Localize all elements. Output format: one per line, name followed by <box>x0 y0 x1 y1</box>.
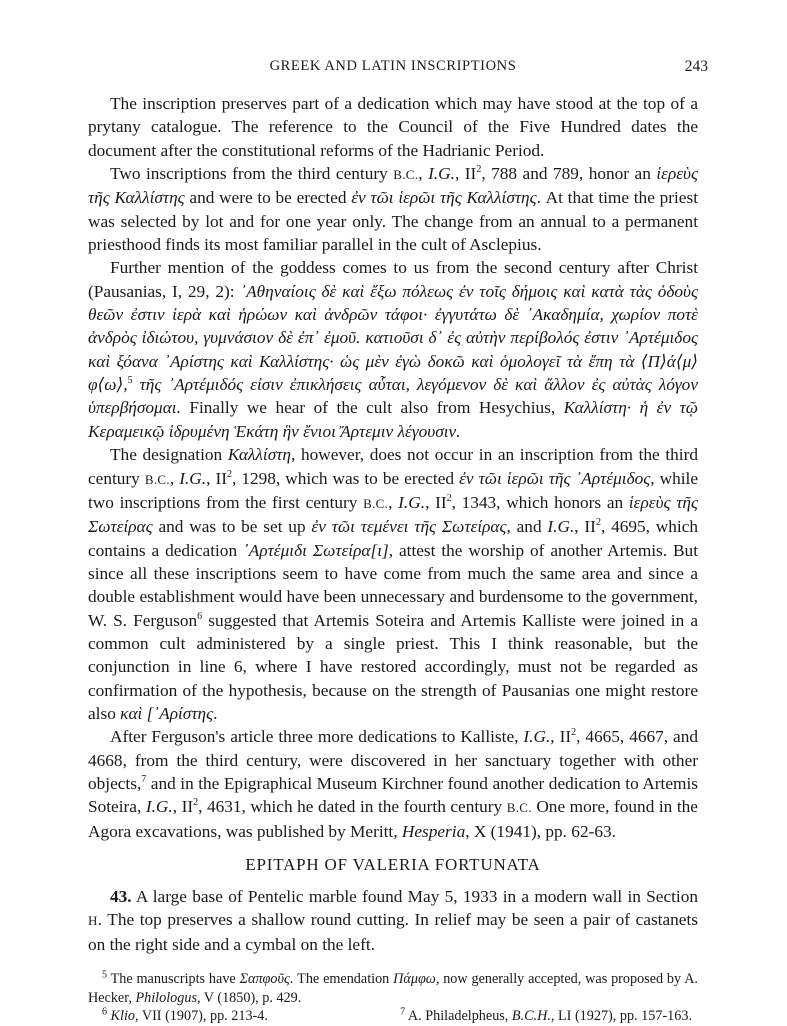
p4-text-m: , 4695, which contains a dedication <box>88 517 699 560</box>
p2-text-f: . At that time the priest was selected by lot and for one year only. The change from an annual to a permanent priesthood finds its most familiar parallel in the cult of Asclepius. <box>88 188 698 255</box>
paragraph-5 <box>88 725 698 843</box>
p3-text-a: Further mention of the goddess comes to us from the second century after Christ (Pausanias, I, 29, 2): <box>88 258 698 301</box>
p5-ig-1: I.G. <box>523 727 551 747</box>
footnote-row <box>88 1007 698 1026</box>
p4-greek-1: Καλλίστη <box>227 445 291 465</box>
p2-greek-1: ἱερεὺς τῆς Καλλίστης <box>88 164 698 208</box>
fn5-greek-2: Πάμφω <box>393 971 436 988</box>
fn7-journal: B.C.H. <box>511 1008 551 1025</box>
p5-text-g: One more, found in the Agora excavations, was published by Meritt, <box>88 797 698 841</box>
p6-section-letter: H <box>88 913 98 929</box>
p4-greek-5: ᾿Αρτέμιδι Σωτείρα[ι] <box>243 540 389 560</box>
p4-text-d: , II <box>206 468 227 488</box>
p2-greek-2: ἐν τῶι ἱερῶι τῆς Καλλίστης <box>351 188 537 208</box>
body-text <box>88 92 698 956</box>
p5-sup-1: 2 <box>571 727 577 739</box>
p4-sup-3: 2 <box>595 517 601 529</box>
p4-bc-1: B.C. <box>144 471 170 487</box>
fn7-text-b: , LI (1927), pp. 157-163. <box>550 1008 692 1025</box>
p4-text-g: , <box>388 492 399 512</box>
p4-bc-2: B.C. <box>363 495 389 511</box>
p4-text-p: . <box>213 703 218 723</box>
p2-text-c: , II <box>454 164 477 184</box>
page-header <box>88 52 708 78</box>
fn5-text-c: , now generally accepted, was proposed by A. Hecker, <box>88 971 698 1006</box>
p2-text-d: , 788 and 789, honor an <box>481 164 657 184</box>
paragraph-1: The inscription preserves part of a dedication which may have stood at the top of a prytany catalogue. The reference to the Council of the Five Hundred dates the document after the constitutional reforms of the Hadrianic Period. <box>88 94 698 160</box>
p4-text-i: , 1343, which honors an <box>451 492 629 512</box>
p5-hesperia: Hesperia <box>401 821 466 841</box>
p4-text-k: , and <box>506 517 548 537</box>
p6-text-b: . The top preserves a shallow round cutting. In relief may be seen a pair of castanets on the right side and a cymbal on the left. <box>88 910 698 954</box>
p5-text-d: and in the Epigraphical Museum Kirchner found another dedication to Artemis Soteira, <box>88 773 698 817</box>
p6-text-a: A large base of Pentelic marble found May 5, 1933 in a modern wall in Section <box>131 887 698 906</box>
p4-sup-1: 2 <box>226 468 232 480</box>
p5-footnote-ref: 7 <box>141 774 147 786</box>
p4-text-a: The designation <box>110 445 228 465</box>
footnotes <box>88 970 698 1026</box>
p5-ig-2: I.G. <box>145 797 173 817</box>
p3-greek-3: Καλλίστη· ἡ ἐν τῷ Κεραμεικῷ ἱδρυμένη Ἑκάτη ἣν ἔνιοι Ἄρτεμιν λέγουσιν. <box>88 398 698 441</box>
p4-greek-3: ἱερεὺς τῆς Σωτείρας <box>88 492 698 537</box>
fn5-text-b: . The emendation <box>289 971 394 988</box>
p4-text-f: , while two inscriptions from the first century <box>88 468 699 512</box>
p2-text-a: Two inscriptions from the third century <box>110 164 394 184</box>
p3-greek-1: ᾿Αθηναίοις δὲ καὶ ἔξω πόλεως ἐν τοῖς δήμοις καὶ κατὰ τὰς ὁδοὺς θεῶν ἐστιν ἱερὰ καὶ ἡρώων καὶ ἀνδρῶν τάφοι· ἐγγυτάτω δὲ ᾿Ακαδημία, χωρίον ποτὲ ἀνδρὸς ἰδιώτου, γυμνάσιον δὲ ἐπ᾿ ἐμοῦ. κατιοῦσι δ᾿ ἐς αὐτὴν περίβολός ἐστιν ᾿Αρτέμιδος καὶ ξόανα ᾿Αρίστης καὶ Καλλίστης· ὡς μὲν ἐγὼ δοκῶ καὶ ὁμολογεῖ τὰ ἔπη τὰ ⟨Π⟩ά⟨μ⟩φ⟨ω⟩, <box>88 281 698 395</box>
p4-text-c: , <box>169 468 180 488</box>
p4-ig-1: I.G. <box>179 468 207 488</box>
footnote-6 <box>102 1007 268 1026</box>
p3-text-b: Finally we hear of the cult also from Hesychius, <box>180 398 564 418</box>
p5-text-b: , II <box>550 727 572 747</box>
p2-bc: B.C. <box>393 167 419 183</box>
footnote-5-number: 5 <box>102 969 107 981</box>
p4-greek-6: καὶ [᾿Αρίστης <box>120 703 214 723</box>
p2-text-b: , <box>418 164 429 184</box>
p3-footnote-ref: 5 <box>127 375 133 387</box>
footnote-5 <box>88 970 698 1007</box>
p5-sup-3: 2 <box>193 797 199 809</box>
p4-ig-2: I.G. <box>398 492 426 512</box>
running-title: GREEK AND LATIN INSCRIPTIONS <box>269 58 517 74</box>
p4-text-e: , 1298, which was to be erected <box>231 468 460 488</box>
p2-sup: 2 <box>476 164 482 176</box>
fn5-greek-1: Σαπφοῦς <box>239 971 290 988</box>
paragraph-4 <box>88 443 698 725</box>
entry-number: 43. <box>110 887 132 906</box>
footnote-7-number: 7 <box>400 1006 406 1018</box>
paragraph-6 <box>88 885 698 956</box>
p5-text-c: , 4665, 4667, and 4668, from the third century, were discovered in her sanctuary together with other objects, <box>88 727 699 793</box>
p4-greek-2: ἐν τῶι ἱερῶι τῆς ᾿Αρτέμιδος <box>459 468 651 488</box>
fn5-journal: Philologus <box>135 989 197 1006</box>
fn6-text-a: , VII (1907), pp. 213-4. <box>135 1008 268 1025</box>
p5-text-e: , II <box>172 797 194 817</box>
fn7-text-a: A. Philadelpheus, <box>405 1008 512 1025</box>
p4-greek-4: ἐν τῶι τεμένει τῆς Σωτείρας <box>311 517 507 537</box>
p2-text-e: and were to be erected <box>184 188 352 208</box>
p4-text-j: and was to be set up <box>152 517 312 537</box>
p4-text-l: , II <box>574 517 596 537</box>
fn5-text-a: The manuscripts have <box>107 971 240 988</box>
p4-text-h: , II <box>425 492 447 512</box>
p4-text-o: suggested that Artemis Soteira and Artemis Kalliste were joined in a common cult administered by a single priest. This I think reasonable, but the conjunction in line 6, where I have restored accordingly, must not be regarded as confirmation of the hypothesis, because on the strength of Pausanias one might restore also <box>88 610 698 723</box>
footnote-6-number: 6 <box>102 1006 107 1018</box>
paragraph-2 <box>88 162 698 256</box>
paragraph-3 <box>88 256 698 443</box>
fn5-text-d: , V (1850), p. 429. <box>196 989 302 1006</box>
section-title: EPITAPH OF VALERIA FORTUNATA <box>245 855 541 874</box>
p5-text-h: , X (1941), pp. 62-63. <box>465 821 616 841</box>
fn6-journal: Klio <box>107 1008 135 1025</box>
p4-ig-3: I.G. <box>547 517 575 537</box>
p3-greek-2: τῆς ᾿Αρτέμιδός εἰσιν ἐπικλήσεις αὗται, λεγόμενον δὲ καὶ ἄλλον ἐς αὐτὰς λόγον ὑπερβήσομαι. <box>88 375 698 418</box>
p2-ig: I.G. <box>428 164 455 184</box>
p5-text-a: After Ferguson's article three more dedications to Kalliste, <box>110 727 524 747</box>
p5-text-f: , 4631, which he dated in the fourth century <box>198 797 507 817</box>
p4-footnote-ref: 6 <box>197 610 203 622</box>
p4-text-b: , however, does not occur in an inscription from the third century <box>88 445 698 488</box>
p5-bc: B.C. <box>506 800 532 816</box>
footnote-7 <box>400 1007 692 1026</box>
page <box>88 52 708 1026</box>
p4-sup-2: 2 <box>446 493 452 505</box>
page-number: 243 <box>684 58 708 75</box>
p4-text-n: , attest the worship of another Artemis. But since all these inscriptions seem to have come from much the same area and since a double establishment would have been unnecessary and burdensome to the government, W. S. Ferguson <box>88 540 698 630</box>
